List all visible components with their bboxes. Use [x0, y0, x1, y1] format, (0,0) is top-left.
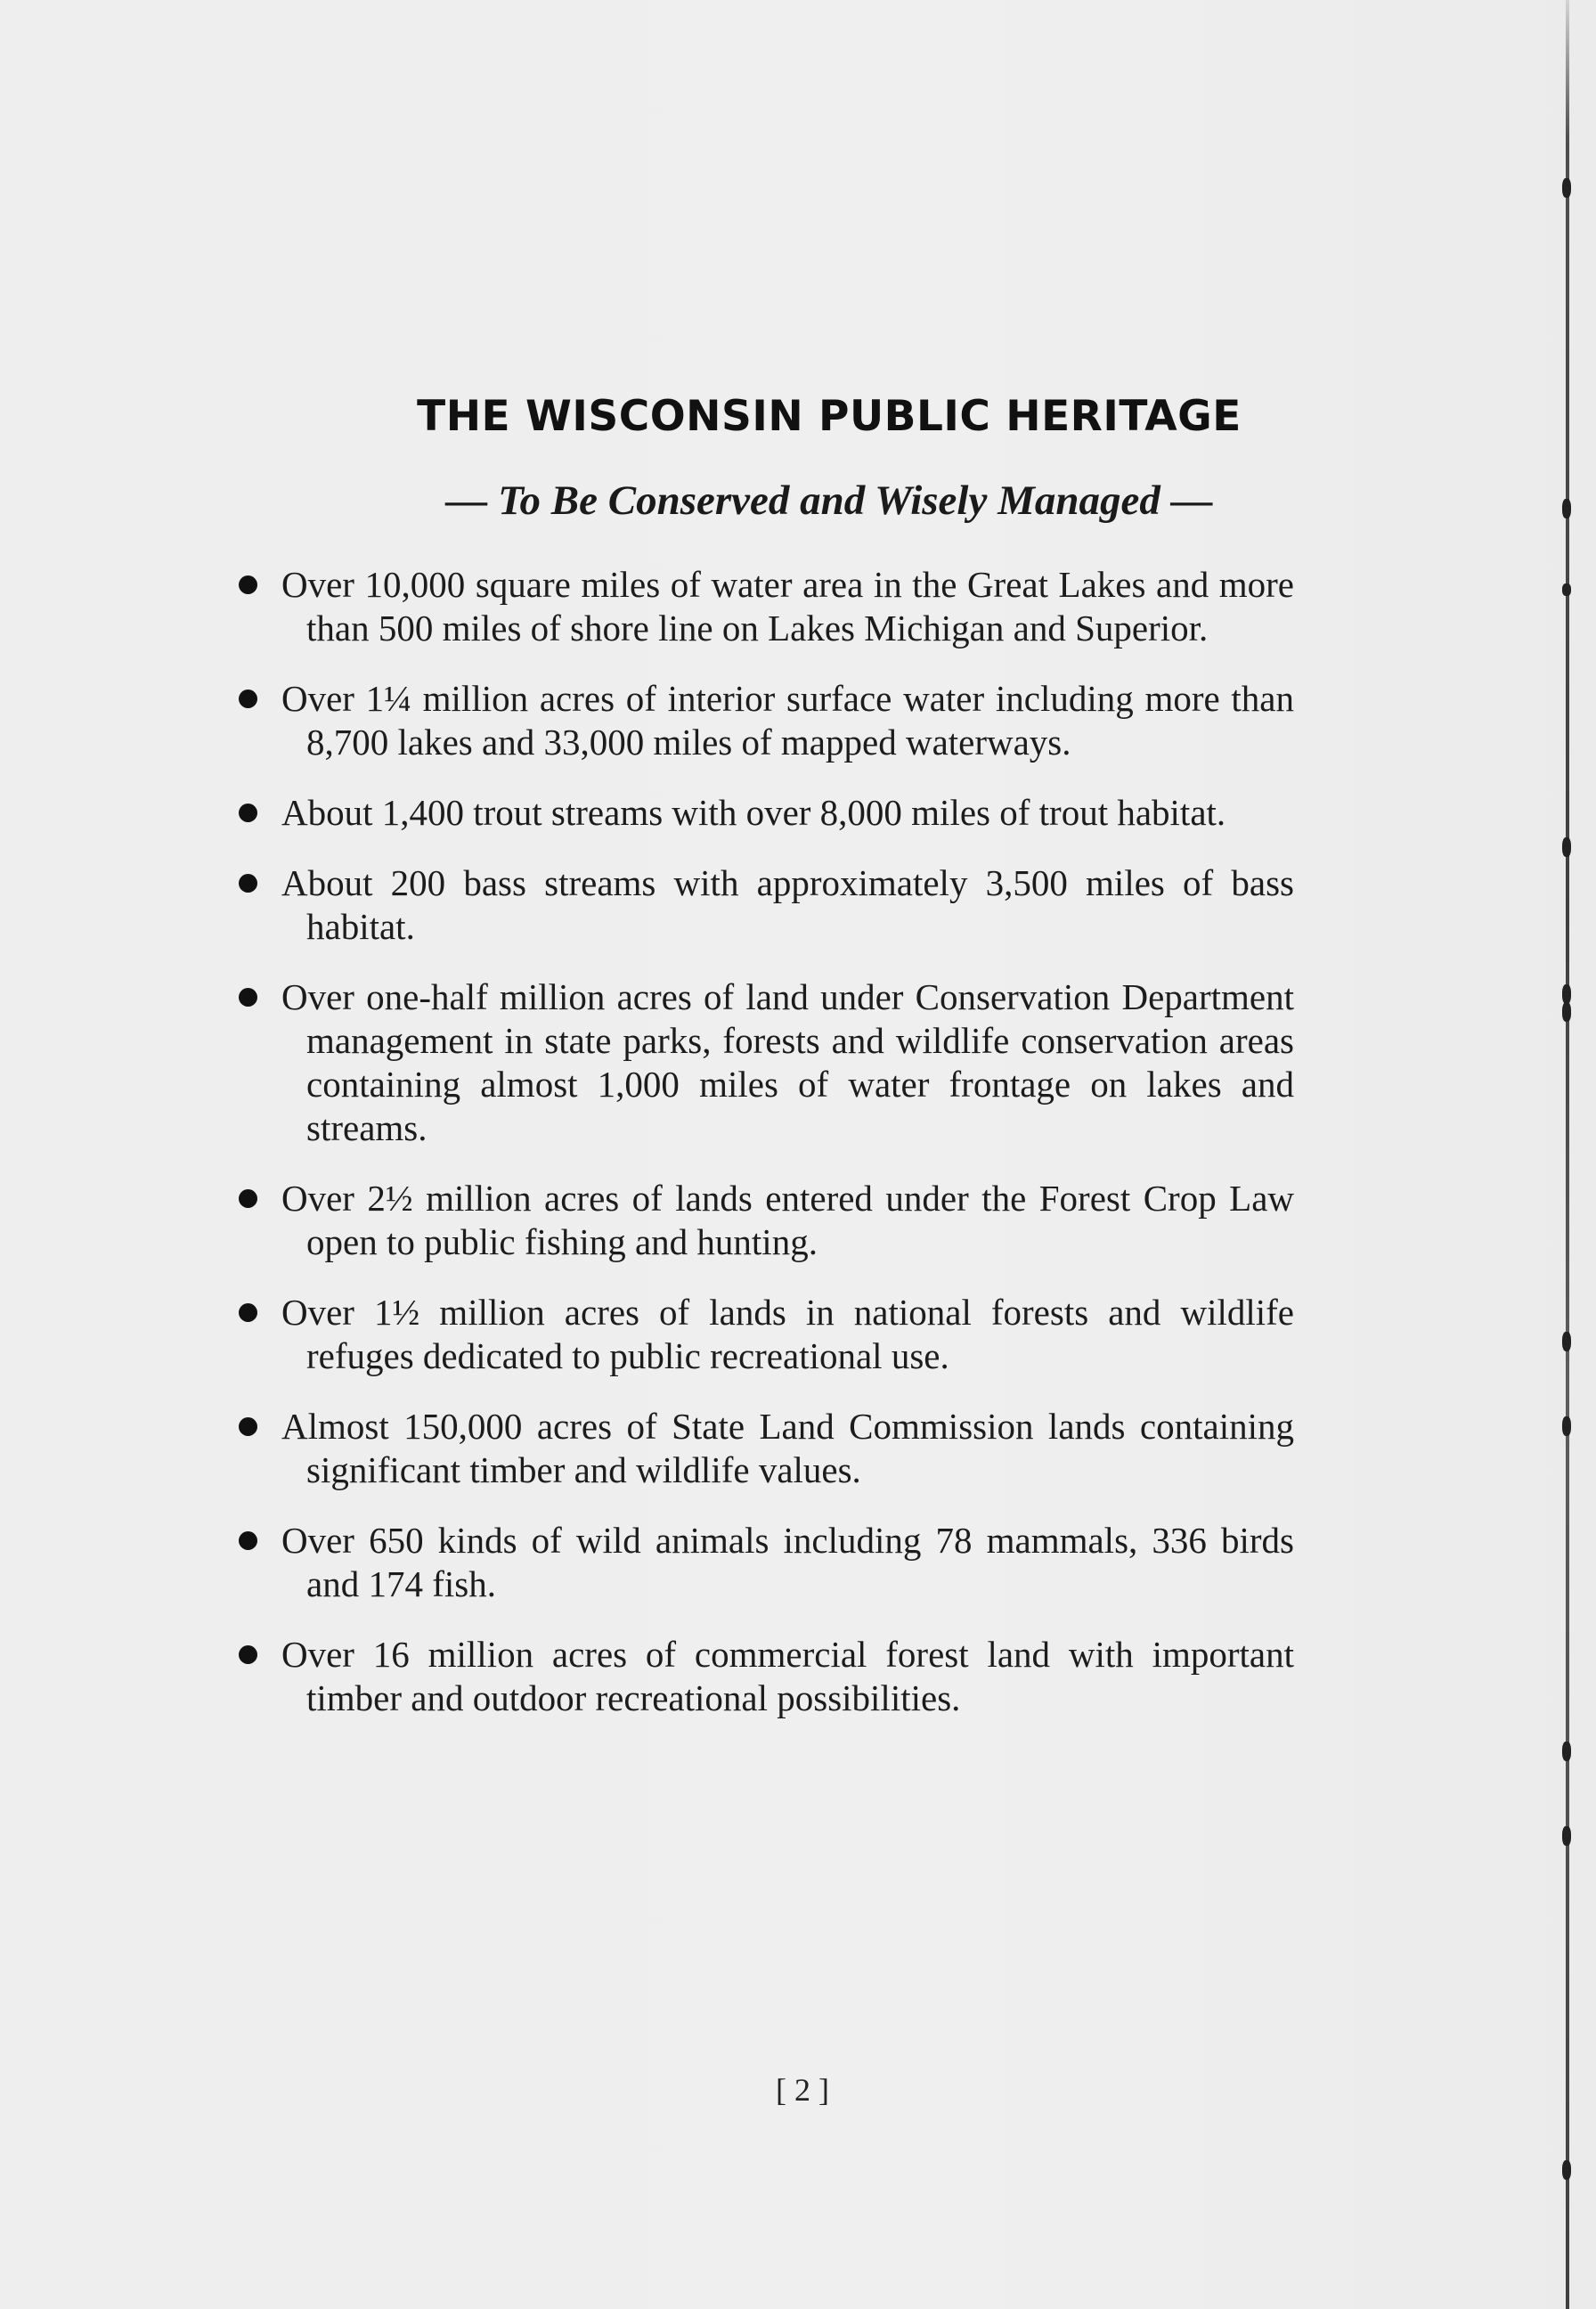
page-subtitle: — To Be Conserved and Wisely Managed —	[445, 477, 1213, 524]
list-item	[230, 1519, 1294, 1606]
binding-mark	[1562, 2160, 1571, 2180]
bullet-icon	[239, 804, 257, 822]
list-item	[230, 677, 1294, 764]
bullet-icon	[239, 1531, 257, 1550]
binding-mark	[1562, 1742, 1571, 1761]
binding-mark	[1562, 178, 1571, 198]
list-item	[230, 1177, 1294, 1264]
binding-mark	[1562, 1332, 1571, 1351]
bullet-icon	[239, 988, 257, 1007]
bullet-icon	[239, 1645, 257, 1664]
binding-mark	[1562, 984, 1571, 1004]
list-item-text: About 1,400 trout streams with over 8,000 miles of trout habitat.	[281, 792, 1226, 833]
binding-mark	[1562, 1002, 1571, 1022]
bullet-icon	[239, 1303, 257, 1322]
binding-mark	[1562, 1416, 1571, 1436]
bullet-icon	[239, 1189, 257, 1208]
binding-mark	[1562, 837, 1571, 857]
list-item	[230, 861, 1294, 949]
page-title: THE WISCONSIN PUBLIC HERITAGE	[417, 392, 1242, 441]
list-item-text: Almost 150,000 acres of State Land Commission lands containing significant timber and wildlife values.	[281, 1406, 1294, 1490]
list-item	[230, 791, 1294, 835]
list-item-text: Over 1¼ million acres of interior surface water including more than 8,700 lakes and 33,000 miles of mapped waterways.	[281, 678, 1294, 763]
list-item-text: Over 650 kinds of wild animals including 78 mammals, 336 birds and 174 fish.	[281, 1520, 1294, 1604]
list-item-text: Over 10,000 square miles of water area in the Great Lakes and more than 500 miles of shore line on Lakes Michigan and Superior.	[281, 564, 1294, 649]
list-item	[230, 1291, 1294, 1378]
bullet-icon	[239, 1417, 257, 1436]
list-item-text: About 200 bass streams with approximately 3,500 miles of bass habitat.	[281, 862, 1294, 947]
list-item	[230, 975, 1294, 1150]
list-item-text: Over 2½ million acres of lands entered under the Forest Crop Law open to public fishing and hunting.	[281, 1178, 1294, 1262]
list-item	[230, 1633, 1294, 1720]
bullet-icon	[239, 689, 257, 708]
binding-mark	[1562, 1826, 1571, 1846]
page-number: [ 2 ]	[776, 2072, 829, 2108]
binding-mark	[1562, 583, 1571, 596]
list-item	[230, 563, 1294, 650]
list-item-text: Over 16 million acres of commercial forest land with important timber and outdoor recreational possibilities.	[281, 1634, 1294, 1718]
list-item	[230, 1405, 1294, 1492]
list-item-text: Over 1½ million acres of lands in national forests and wildlife refuges dedicated to public recreational use.	[281, 1292, 1294, 1376]
heritage-list	[230, 563, 1294, 1747]
bullet-icon	[239, 575, 257, 594]
bullet-icon	[239, 874, 257, 893]
binding-edge	[1566, 0, 1569, 2309]
list-item-text: Over one-half million acres of land under Conservation Department management in state parks, forests and wildlife conservation areas containing almost 1,000 miles of water frontage on lakes and streams.	[281, 976, 1294, 1148]
